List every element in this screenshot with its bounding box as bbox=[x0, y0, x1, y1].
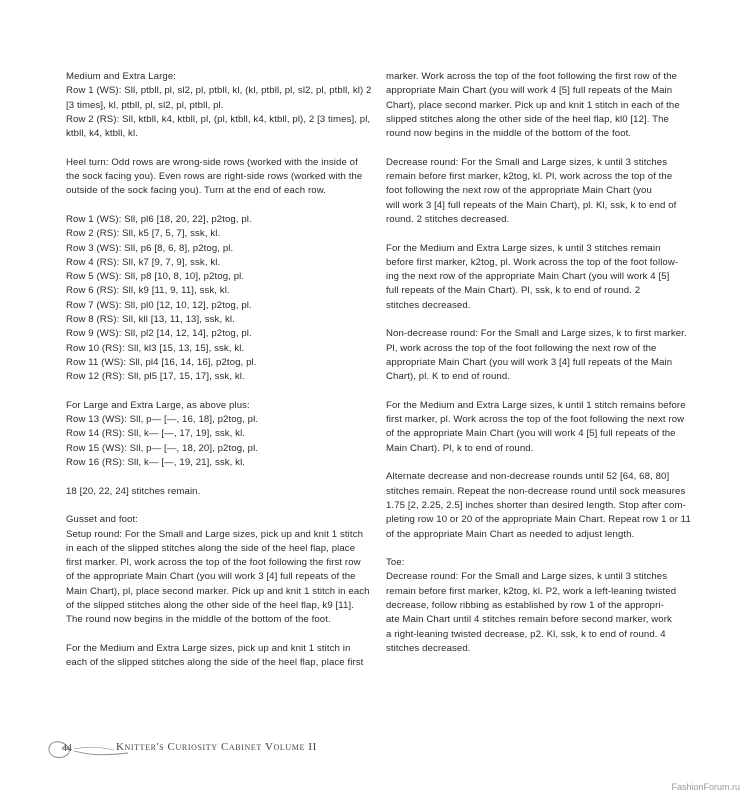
text-line: a right-leaning twisted decrease, p2. Kl, ssk, k to end of round. 4 bbox=[386, 628, 666, 640]
text-line: in each of the slipped stitches along the side of the heel flap, place bbox=[66, 542, 356, 554]
text-line: remain before first marker, k2tog, kl. P2, work a left-leaning twisted bbox=[386, 585, 677, 597]
text-line: Row 3 (WS): Sll, p6 [8, 6, 8], p2tog, pl. bbox=[66, 242, 234, 254]
watermark-text: FashionForum.ru bbox=[671, 782, 740, 792]
text-line: Row 15 (WS): Sll, p— [—, 18, 20], p2tog, pl. bbox=[66, 442, 259, 454]
text-line: stitches remain. Repeat the non-decrease round until sock measures bbox=[386, 485, 686, 497]
paragraph-gap bbox=[386, 542, 694, 556]
text-line: Chart), pl. K to end of round. bbox=[386, 371, 511, 383]
text-line: of the appropriate Main Chart (you will work 4 [5] full repeats of the bbox=[386, 428, 676, 440]
text-line: Main Chart), pl, place second marker. Pick up and knit 1 stitch in each bbox=[66, 585, 370, 597]
paragraph-gap bbox=[66, 628, 384, 642]
text-line: ing the next row of the appropriate Main Chart (you will work 4 [5] bbox=[386, 271, 670, 283]
text-line: outside of the sock facing you). Turn at the end of each row. bbox=[66, 185, 326, 197]
text-line: pleting row 10 or 20 of the appropriate Main Chart. Repeat row 1 or 11 bbox=[386, 514, 691, 526]
text-line: For Large and Extra Large, as above plus: bbox=[66, 399, 250, 411]
text-line: Row 9 (WS): Sll, pl2 [14, 12, 14], p2tog, pl. bbox=[66, 328, 252, 340]
text-line: Row 14 (RS): Sll, k— [—, 17, 19], ssk, kl. bbox=[66, 428, 246, 440]
right-column bbox=[386, 70, 694, 656]
text-line: The round now begins in the middle of the bottom of the foot. bbox=[66, 614, 331, 626]
text-line: of the appropriate Main Chart as needed to adjust length. bbox=[386, 528, 635, 540]
text-line: Row 8 (RS): Sll, kll [13, 11, 13], ssk, kl. bbox=[66, 314, 235, 326]
text-line: appropriate Main Chart (you will work 3 [4] full repeats of the Main bbox=[386, 356, 673, 368]
text-line: Chart), place second marker. Pick up and knit 1 stitch in each of the bbox=[386, 99, 680, 111]
paragraph-gap bbox=[386, 456, 694, 470]
text-line: Row 7 (WS): Sll, pl0 [12, 10, 12], p2tog, pl. bbox=[66, 299, 252, 311]
text-line: round now begins in the middle of the bottom of the foot. bbox=[386, 128, 632, 140]
text-line: 18 [20, 22, 24] stitches remain. bbox=[66, 485, 201, 497]
text-line: stitches decreased. bbox=[386, 299, 471, 311]
text-line: first marker, pl. Work across the top of the foot following the next row bbox=[386, 414, 685, 426]
text-line: Decrease round: For the Small and Large sizes, k until 3 stitches bbox=[386, 571, 668, 583]
left-column bbox=[66, 70, 384, 670]
text-line: remain before first marker, k2tog, kl. Pl, work across the top of the bbox=[386, 171, 673, 183]
paragraph-gap bbox=[66, 141, 384, 155]
text-line: foot following the next row of the appropriate Main Chart (you bbox=[386, 185, 652, 197]
text-line: of the appropriate Main Chart (you will work 3 [4] full repeats of the bbox=[66, 571, 356, 583]
text-line: Row 1 (WS): Sll, ptbll, pl, sl2, pl, ptbll, kl, (kl, ptbll, pl, sl2, pl, ptbll, kl) 2 bbox=[66, 85, 372, 97]
text-line: Row 11 (WS): Sll, pl4 [16, 14, 16], p2tog, pl. bbox=[66, 356, 257, 368]
text-line: Pl, work across the top of the foot following the next row of the bbox=[386, 342, 657, 354]
text-line: Gusset and foot: bbox=[66, 514, 138, 526]
text-line: [3 times], kl, ptbll, pl, sl2, pl, ptbll, pl. bbox=[66, 99, 224, 111]
paragraph-gap bbox=[386, 313, 694, 327]
text-line: 1.75 [2, 2.25, 2.5] inches shorter than desired length. Stop after com- bbox=[386, 499, 686, 511]
paragraph-gap bbox=[386, 385, 694, 399]
paragraph-gap bbox=[66, 199, 384, 213]
text-line: Setup round: For the Small and Large sizes, pick up and knit 1 stitch bbox=[66, 528, 364, 540]
text-line: For the Medium and Extra Large sizes, k until 1 stitch remains before bbox=[386, 399, 686, 411]
paragraph-gap bbox=[386, 227, 694, 241]
page-number: 44 bbox=[62, 743, 72, 754]
text-line: before first marker, k2tog, pl. Work across the top of the foot follow- bbox=[386, 256, 679, 268]
text-line: round. 2 stitches decreased. bbox=[386, 213, 510, 225]
text-line: ktbll, k4, ktbll, kl. bbox=[66, 128, 138, 140]
text-line: decrease, follow ribbing as established by row 1 of the appropri- bbox=[386, 599, 664, 611]
text-line: Decrease round: For the Small and Large sizes, k until 3 stitches bbox=[386, 156, 668, 168]
text-line: will work 3 [4] full repeats of the Main Chart), pl. Kl, ssk, k to end of bbox=[386, 199, 677, 211]
book-title: Knitter's Curiosity Cabinet Volume II bbox=[116, 741, 317, 753]
text-line: the sock facing you). Even rows are right-side rows (worked with the bbox=[66, 171, 363, 183]
text-line: Main Chart). Pl, k to end of round. bbox=[386, 442, 534, 454]
text-line: Row 10 (RS): Sll, kl3 [15, 13, 15], ssk, kl. bbox=[66, 342, 245, 354]
text-line: Row 4 (RS): Sll, k7 [9, 7, 9], ssk, kl. bbox=[66, 256, 221, 268]
paragraph-gap bbox=[66, 499, 384, 513]
text-line: Row 13 (WS): Sll, p— [—, 16, 18], p2tog, pl. bbox=[66, 414, 259, 426]
text-line: marker. Work across the top of the foot following the first row of the bbox=[386, 71, 678, 82]
text-line: Row 12 (RS): Sll, pl5 [17, 15, 17], ssk, kl. bbox=[66, 371, 245, 383]
text-line: Row 6 (RS): Sll, k9 [11, 9, 11], ssk, kl. bbox=[66, 285, 230, 297]
text-line: Row 5 (WS): Sll, p8 [10, 8, 10], p2tog, pl. bbox=[66, 271, 245, 283]
text-line: Row 2 (RS): Sll, k5 [7, 5, 7], ssk, kl. bbox=[66, 228, 221, 240]
text-line: slipped stitches along the other side of the heel flap, kl0 [12]. The bbox=[386, 113, 669, 125]
text-line: first marker. Pl, work across the top of the foot following the first row bbox=[66, 557, 361, 569]
text-line: Row 1 (WS): Sll, pl6 [18, 20, 22], p2tog, pl. bbox=[66, 213, 252, 225]
text-line: Alternate decrease and non-decrease rounds until 52 [64, 68, 80] bbox=[386, 471, 670, 483]
text-line: Heel turn: Odd rows are wrong-side rows (worked with the inside of bbox=[66, 156, 358, 168]
paragraph-gap bbox=[66, 470, 384, 484]
text-line: appropriate Main Chart (you will work 4 [5] full repeats of the Main bbox=[386, 85, 673, 97]
text-line: ate Main Chart until 4 stitches remain before second marker, work bbox=[386, 614, 672, 626]
text-line: For the Medium and Extra Large sizes, pick up and knit 1 stitch in bbox=[66, 642, 351, 654]
text-line: each of the slipped stitches along the side of the heel flap, place first bbox=[66, 657, 364, 669]
text-line: Row 2 (RS): Sll, ktbll, k4, ktbll, pl, (pl, ktbll, k4, ktbll, pl), 2 [3 times], pl, bbox=[66, 113, 371, 125]
text-line: For the Medium and Extra Large sizes, k until 3 stitches remain bbox=[386, 242, 661, 254]
text-line: Medium and Extra Large: bbox=[66, 71, 177, 82]
paragraph-gap bbox=[66, 385, 384, 399]
text-line: Toe: bbox=[386, 557, 405, 569]
text-line: Non-decrease round: For the Small and Large sizes, k to first marker. bbox=[386, 328, 687, 340]
text-line: stitches decreased. bbox=[386, 642, 471, 654]
paragraph-gap bbox=[386, 141, 694, 155]
text-line: full repeats of the Main Chart). Pl, ssk, k to end of round. 2 bbox=[386, 285, 641, 297]
text-line: of the slipped stitches along the other side of the heel flap, k9 [11]. bbox=[66, 599, 354, 611]
text-line: Row 16 (RS): Sll, k— [—, 19, 21], ssk, kl. bbox=[66, 457, 246, 469]
page-footer bbox=[40, 734, 420, 764]
